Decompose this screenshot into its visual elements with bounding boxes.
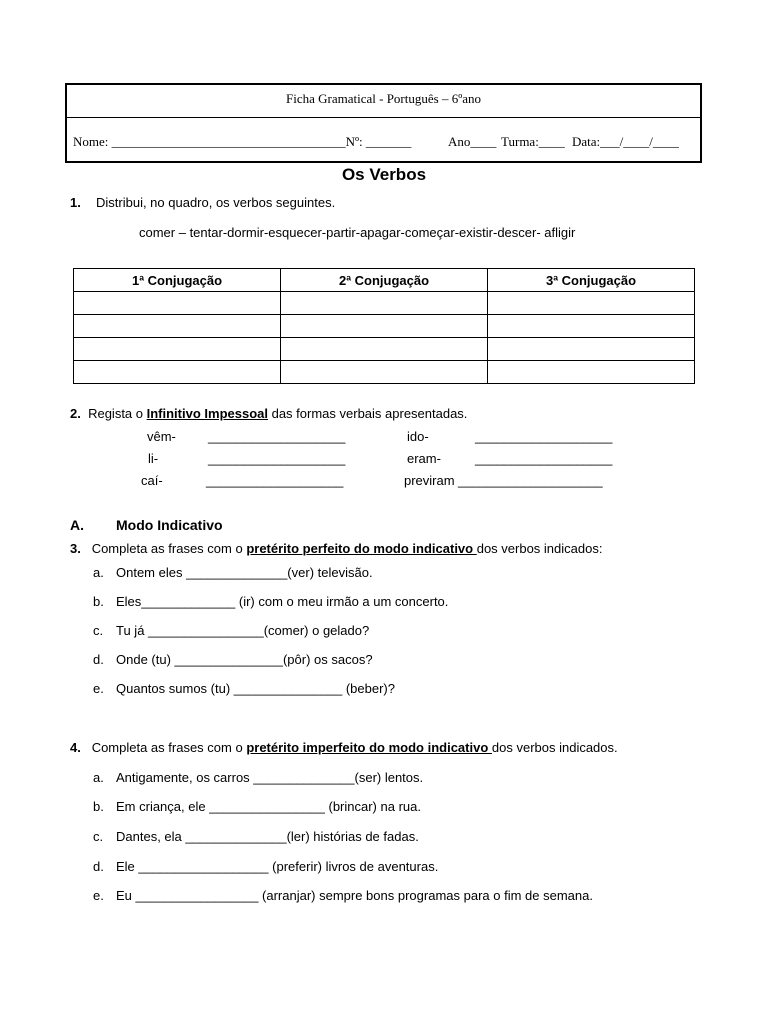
number-field[interactable]: Nº: _______ — [345, 134, 412, 149]
q4-item-letter: d. — [93, 859, 104, 874]
q2-emphasis: Infinitivo Impessoal — [146, 406, 268, 421]
table-cell[interactable] — [281, 338, 488, 361]
table-header-3: 3ª Conjugação — [488, 269, 695, 292]
table-cell[interactable] — [488, 315, 695, 338]
q3-item-d: Onde (tu) _______________(pôr) os sacos? — [116, 652, 373, 667]
q3-number: 3. — [70, 541, 81, 556]
q2-form-left-3: caí- — [141, 473, 163, 488]
q4-item-letter: c. — [93, 829, 104, 844]
table-cell[interactable] — [281, 361, 488, 384]
q1-instruction: Distribui, no quadro, os verbos seguintes. — [96, 195, 336, 210]
q3-emphasis: pretérito perfeito do modo indicativo — [246, 541, 477, 556]
q1-verb-list: comer – tentar-dormir-esquecer-partir-apagar-começar-existir-descer- afligir — [139, 225, 576, 240]
q3-item-a: Ontem eles ______________(ver) televisão. — [116, 565, 373, 580]
q2-text-post: das formas verbais apresentadas. — [267, 406, 468, 421]
table-header-2: 2ª Conjugação — [281, 269, 488, 292]
table-cell[interactable] — [488, 292, 695, 315]
q3-item-e: Quantos sumos (tu) _______________ (beber)? — [116, 681, 395, 696]
q4-text-pre: Completa as frases com o — [91, 740, 247, 755]
table-cell[interactable] — [281, 292, 488, 315]
document-title: Os Verbos — [341, 165, 427, 184]
q2-blank-left-2[interactable]: ___________________ — [208, 451, 346, 466]
q2-form-left-1: vêm- — [147, 429, 176, 444]
q3-text-pre: Completa as frases com o — [91, 541, 247, 556]
table-header-1: 1ª Conjugação — [74, 269, 281, 292]
table-row — [74, 315, 695, 338]
worksheet-title: Ficha Gramatical - Português – 6ºano — [285, 91, 481, 106]
q2-form-right-3: previram — [404, 473, 455, 488]
q4-text-post: dos verbos indicados. — [491, 740, 618, 755]
q3-item-letter: e. — [93, 681, 104, 696]
q3-item-letter: b. — [93, 594, 104, 609]
q2-number: 2. — [70, 406, 81, 421]
date-field[interactable]: Data:___/____/____ — [572, 134, 679, 149]
q4-item-letter: e. — [93, 888, 104, 903]
conjugation-table — [73, 268, 695, 384]
q3-item-letter: c. — [93, 623, 104, 638]
q2-text-pre: Regista o — [88, 406, 147, 421]
table-row — [74, 361, 695, 384]
q2-instruction — [70, 406, 467, 421]
q4-item-letter: a. — [93, 770, 104, 785]
table-cell[interactable] — [74, 315, 281, 338]
q2-blank-right-2[interactable]: ___________________ — [475, 451, 613, 466]
q4-item-d: Ele __________________ (preferir) livros de aventuras. — [116, 859, 439, 874]
q4-item-letter: b. — [93, 799, 104, 814]
q3-item-b: Eles_____________ (ir) com o meu irmão a um concerto. — [116, 594, 449, 609]
q4-item-a: Antigamente, os carros ______________(ser) lentos. — [116, 770, 424, 785]
q3-item-letter: a. — [93, 565, 104, 580]
table-cell[interactable] — [488, 338, 695, 361]
q2-blank-left-1[interactable]: ___________________ — [208, 429, 346, 444]
q4-item-c: Dantes, ela ______________(ler) histórias de fadas. — [116, 829, 419, 844]
header-box — [65, 83, 702, 163]
class-field[interactable]: Turma:____ — [501, 134, 565, 149]
q3-item-c: Tu já ________________(comer) o gelado? — [116, 623, 370, 638]
table-header-row — [74, 269, 695, 292]
name-field[interactable]: Nome: ____________________________________ — [73, 134, 346, 149]
table-row — [74, 292, 695, 315]
table-cell[interactable] — [74, 361, 281, 384]
table-cell[interactable] — [488, 361, 695, 384]
q3-instruction — [70, 541, 602, 556]
table-cell[interactable] — [74, 338, 281, 361]
q1-number: 1. — [70, 195, 81, 210]
q4-number: 4. — [70, 740, 81, 755]
section-a-title: Modo Indicativo — [116, 517, 223, 533]
q4-instruction — [70, 740, 618, 755]
q2-form-right-2: eram- — [407, 451, 441, 466]
q3-item-letter: d. — [93, 652, 104, 667]
q4-item-b: Em criança, ele ________________ (brincar) na rua. — [116, 799, 421, 814]
table-row — [74, 338, 695, 361]
year-field[interactable]: Ano____ — [448, 134, 497, 149]
q4-emphasis: pretérito imperfeito do modo indicativo — [246, 740, 492, 755]
q4-item-e: Eu _________________ (arranjar) sempre bons programas para o fim de semana. — [116, 888, 593, 903]
q2-blank-right-3[interactable]: ____________________ — [458, 473, 603, 488]
table-cell[interactable] — [281, 315, 488, 338]
q3-text-post: dos verbos indicados: — [476, 541, 603, 556]
q2-form-right-1: ido- — [407, 429, 429, 444]
q2-form-left-2: li- — [148, 451, 159, 466]
q2-blank-right-1[interactable]: ___________________ — [475, 429, 613, 444]
header-divider — [67, 117, 700, 118]
header-fields — [73, 134, 411, 150]
section-a-letter: A. — [70, 517, 84, 533]
table-cell[interactable] — [74, 292, 281, 315]
q2-blank-left-3[interactable]: ___________________ — [206, 473, 344, 488]
